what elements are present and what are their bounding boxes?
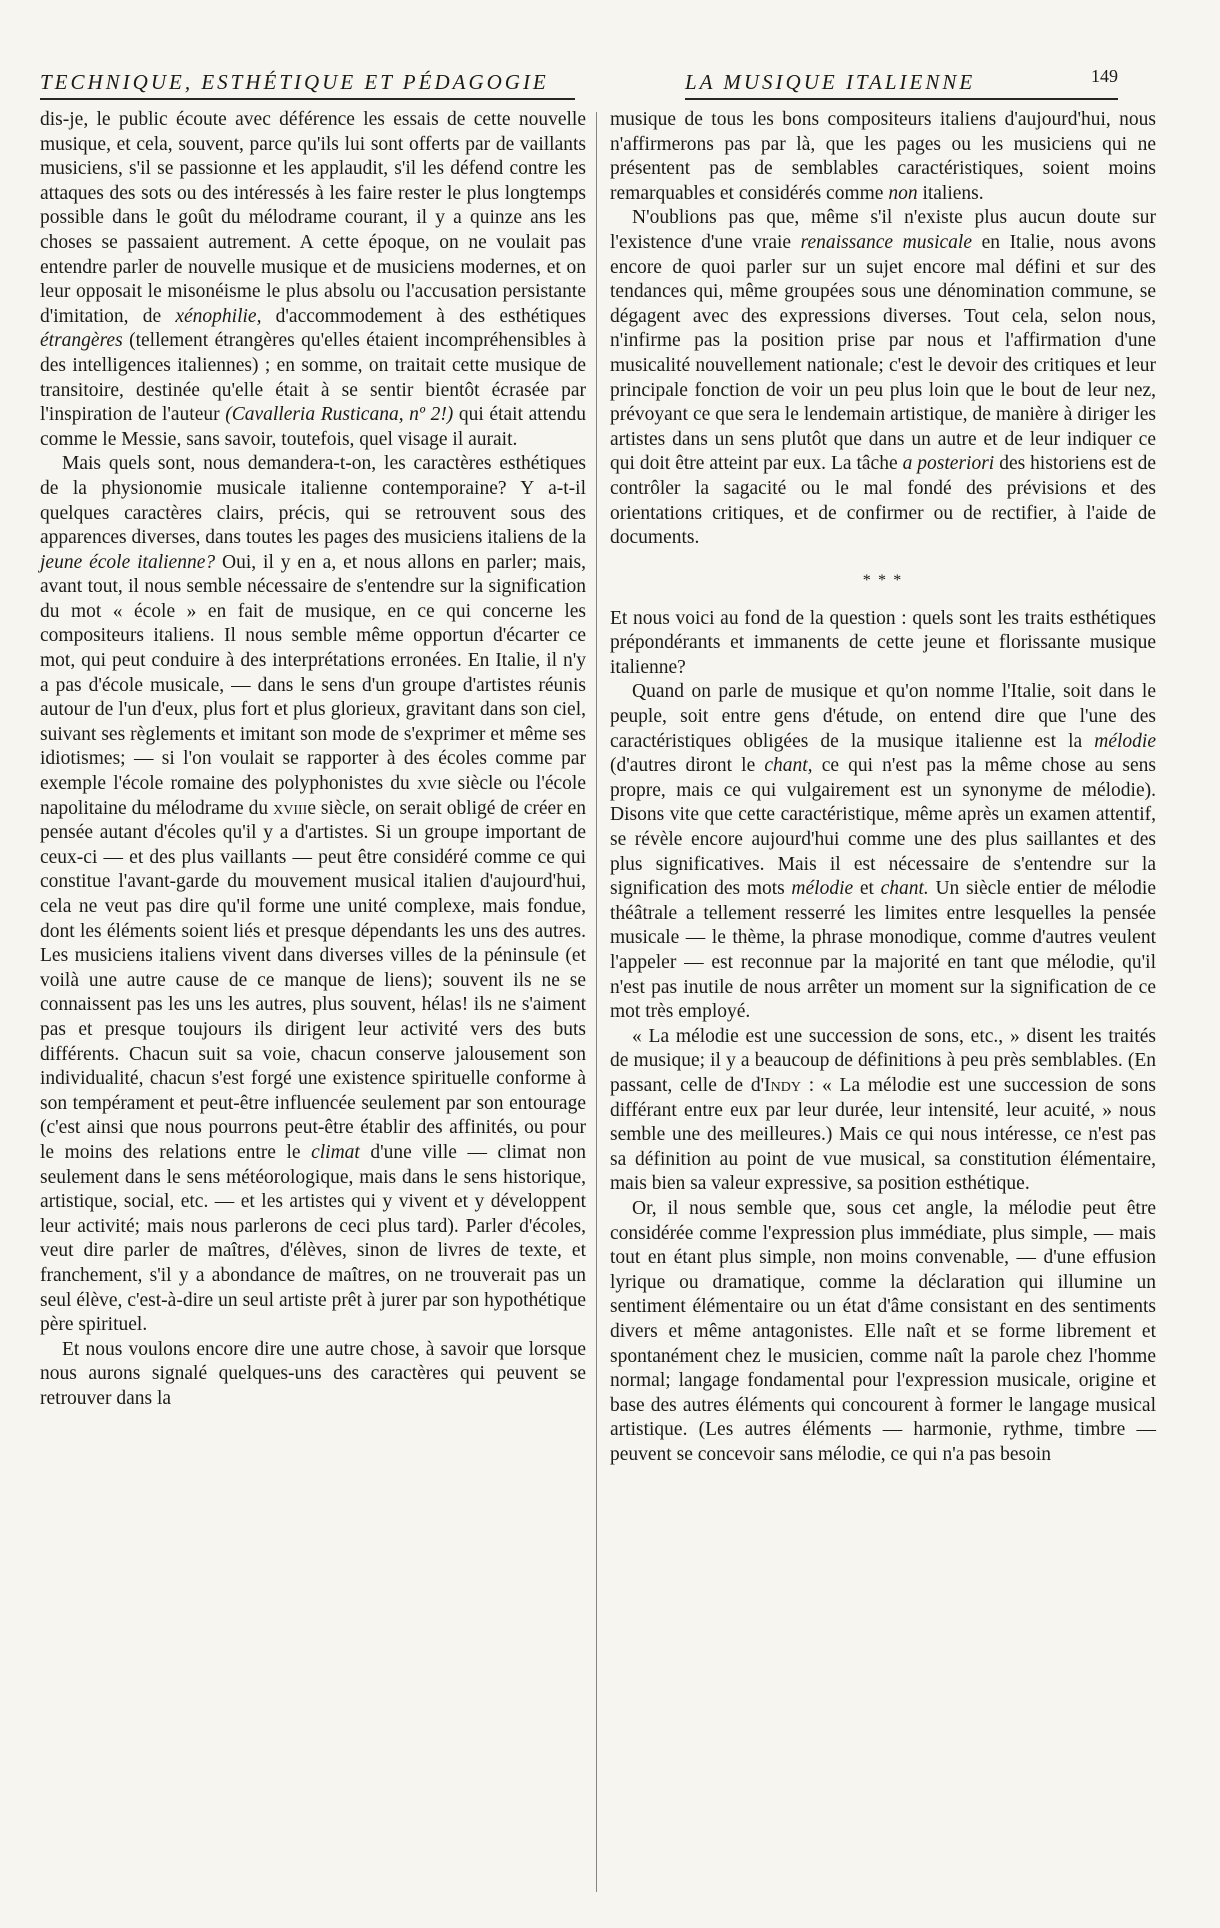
paragraph: dis-je, le public écoute avec déférence les essais de cette nouvelle musique, et cela, souvent, parce qu'ils lui sont offerts par de vaillants musiciens, s'il se passionne et les applaudit, s'il les défend contre les attaques des sots ou des intéressés à les faire rester le plus longtemps possible dans le goût du mélodrame courant, il y a quinze ans les choses se passaient autrement. A cette époque, on ne voulait pas entendre parler de nouvelle musique et de musiciens modernes, et on leur opposait le misonéisme le plus absolu ou l'accusation persistante d'imitation, de xénophilie, d'accommodement à des esthétiques étrangères (tellement étrangères qu'elles étaient incompréhensibles à des intelligences italiennes) ; en somme, on traitait cette musique de transitoire, destinée qu'elle était à se sentir bientôt écrasée par l'inspiration de l'auteur (Cavalleria Rusticana, nº 2!) qui était attendu comme le Messie, sans savoir, toutefois, quel visage il aurait. [40,109,586,450]
page-number: 149 [1091,66,1118,86]
paragraph: « La mélodie est une succession de sons, etc., » disent les traités de musique; il y a beaucoup de définitions à peu près semblables. (En passant, celle de d'Indy : « La mélodie est une succession de sons différant entre eux par leur durée, leur intensité, leur acuité, » nous semble une des meilleures.) Mais ce qui nous intéresse, ce n'est pas sa définition au point de vue musical, sa constitution élémentaire, mais bien sa valeur expressive, sa position esthétique. [610,1025,1156,1195]
paragraph: Or, il nous semble que, sous cet angle, la mélodie peut être considérée comme l'expression plus immédiate, plus simple, — mais tout en étant plus simple, non moins convenable, — d'une effusion lyrique ou dramatique, comme la déclaration qui illumine un sentiment élémentaire ou un état d'âme consistant en des sentiments divers et même antagonistes. Elle naît et se forme librement et spontanément chez le musicien, comme naît la parole chez l'homme normal; langage fondamental pour l'expression musicale, origine et base des autres éléments qui concourent à former le langage musical artistique. (Les autres éléments — harmonie, rythme, timbre — peuvent se concevoir sans mélodie, ce qui n'a pas besoin [610,1197,1156,1465]
running-head [40,66,1118,100]
paragraph: Quand on parle de musique et qu'on nomme l'Italie, soit dans le peuple, soit entre gens d'étude, on entend dire que l'une des caractéristiques obligées de la musique italienne est la mélodie (d'autres diront le chant, ce qui n'est pas la même chose au sens propre, mais ce qui vulgairement est un synonyme de mélodie). Disons vite que cette caractéristique, même après un examen attentif, se révèle encore aujourd'hui comme une des plus saillantes et des plus significatives. Mais il est nécessaire de s'entendre sur la signification des mots mélodie et chant. Un siècle entier de mélodie théâtrale a tellement resserré les limites entre lesquelles la pensée musicale — le thème, la phrase monodique, comme d'autres veulent l'appeler — est reconnue par la majorité en tant que mélodie, qu'il n'est pas inutile de nous arrêter un moment sur la signification de ce mot très employé. [610,681,1156,1023]
section-asterism: * * * [862,571,904,589]
paragraph: N'oublions pas que, même s'il n'existe plus aucun doute sur l'existence d'une vraie renaissance musicale en Italie, nous avons encore de quoi parler sur un sujet encore mal défini et sur des tendances qui, même groupées sous une dénomination commune, se dégagent avec des expressions diverses. Tout cela, selon nous, n'infirme pas la position prise par nous et l'affirmation d'une musicalité nouvellement nationale; c'est le devoir des critiques et leur principale fonction de voir un peu plus loin que le bout de leur nez, prévoyant ce que sera le lendemain artistique, de manière à diriger les artistes dans un sens plutôt que dans un autre et de leur indiquer ce qui doit être atteint par eux. La tâche a posteriori des historiens est de contrôler la sagacité ou le mal fondé des prévisions et des orientations critiques, et de confirmer ou de rectifier, à l'aide de documents. [610,207,1157,549]
running-head-left: TECHNIQUE, ESTHÉTIQUE ET PÉDAGOGIE [40,70,549,94]
column-divider [596,112,597,1892]
paragraph: musique de tous les bons compositeurs italiens d'aujourd'hui, nous n'affirmerons pas par là, que les pages ou les musiciens qui ne présentent pas de semblables caractéristiques, soient moins remarquables et considérés comme non italiens. [610,109,1156,204]
header-rule-right [685,98,1118,100]
left-column [40,108,586,1411]
header-rule-left [40,98,575,100]
paragraph: Et nous voulons encore dire une autre chose, à savoir que lorsque nous aurons signalé quelques-uns des caractères qui peuvent se retrouver dans la [40,1338,586,1409]
right-column [610,108,1156,1467]
running-head-right: LA MUSIQUE ITALIENNE [685,70,976,94]
paragraph: Mais quels sont, nous demandera-t-on, les caractères esthétiques de la physionomie musicale italienne contemporaine? Y a-t-il quelques caractères clairs, précis, qui se retrouvent sous des apparences diverses, dans toutes les pages des musiciens italiens de la jeune école italienne? Oui, il y en a, et nous allons en parler; mais, avant tout, il nous semble nécessaire de s'entendre sur la signification du mot « école » en fait de musique, en ce qui concerne les compositeurs italiens. Il nous semble même opportun d'écarter ce mot, qui peut conduire à des interprétations erronées. En Italie, il n'y a pas d'école musicale, — dans le sens d'un groupe d'artistes réunis autour de l'un d'eux, plus fort et plus glorieux, gravitant dans son ciel, suivant ses règlements et imitant son mode de s'exprimer et même ses idiotismes; — si l'on voulait se rapporter à des écoles comme par exemple l'école romaine des polyphonistes du xvie siècle ou l'école napolitaine du mélodrame du xviiie siècle, on serait obligé de créer en pensée autant d'écoles qu'il y a d'artistes. Si un groupe important de ceux-ci — et des plus vaillants — peut être considéré comme ce qui constitue l'avant-garde du mouvement musical italien d'aujourd'hui, cela ne veut pas dire qu'il forme une unité complexe, mais fondue, dont les éléments soient liés et presque dépendants les uns des autres. Les musiciens italiens vivent dans diverses villes de la péninsule (et voilà une autre cause de ce manque de liens); souvent ils ne se connaissent pas les uns les autres, plus souvent, hélas! ils ne s'aiment pas et presque toujours ils dirigent leur activité vers des buts différents. Chacun suit sa voie, chacun conserve jalousement son individualité, chacun s'est forgé une existence spirituelle conforme à son tempérament et peut-être influencée seulement par son entourage (c'est ainsi que nous pourrons peut-être établir des affinités, ou pour le moins des relations entre le climat d'une ville — climat non seulement dans le sens météorologique, mais dans le sens historique, artistique, social, etc. — et les artistes qui y vivent et y développent leur activité; mais nous parlerons de ceci plus tard). Parler d'écoles, veut dire parler de maîtres, d'élèves, sinon de livres de texte, et franchement, s'il y a abondance de maîtres, on ne trouverait pas un seul élève, c'est-à-dire un seul artiste prêt à jurer par son hypothétique père spirituel. [40,453,586,1336]
paragraph: Et nous voici au fond de la question : quels sont les traits esthétiques prépondérants et immanents de cette jeune et florissante musique italienne? [610,607,1156,678]
